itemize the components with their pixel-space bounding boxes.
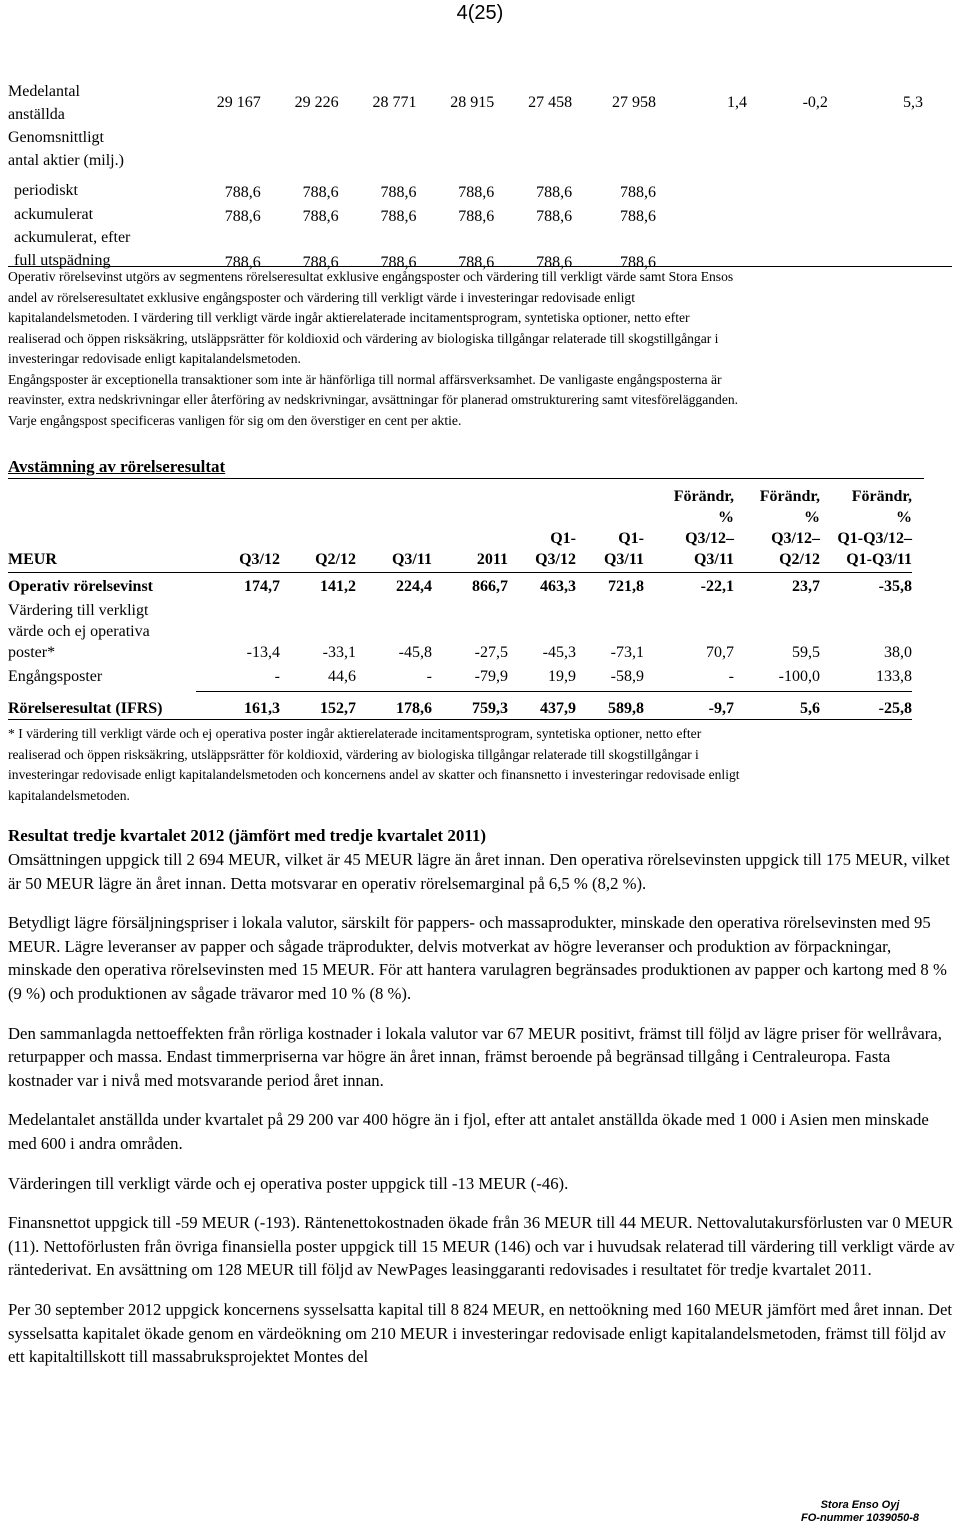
cell-value: -45,3: [542, 644, 576, 661]
cell-value: -: [644, 663, 734, 691]
note-line: Operativ rörelsevinst utgörs av segmentens rörelseresultat exklusive engångsposter och värdering till verkligt värde samt Stora Ensos: [8, 269, 734, 284]
cell-value: 788,6: [620, 208, 657, 225]
cell-value: 437,9: [508, 691, 576, 719]
reconciliation-block: [8, 486, 912, 720]
table-row: [8, 573, 912, 598]
cell-value: 788,6: [536, 208, 573, 225]
cell-value: [339, 126, 417, 172]
note-line: realiserad och öppen risksäkring, utsläppsrätter för koldioxid, värdering av biologiska tillgångar relaterade till skogstillgångar i: [8, 746, 699, 762]
cell-value: 1,4: [727, 94, 748, 111]
cell-value: [200, 126, 261, 172]
column-header: Förändr, % Q3/12– Q2/12: [759, 488, 820, 568]
cell-value: 788,6: [302, 208, 339, 225]
top-table-row: [8, 80, 923, 126]
column-header: Q1- Q3/12: [535, 530, 576, 568]
cell-value: -0,2: [802, 94, 828, 111]
cell-value: 38,0: [884, 644, 912, 661]
cell-value: 788,6: [620, 254, 657, 271]
cell-value: -45,8: [398, 644, 432, 661]
cell-value: 5,3: [903, 94, 923, 111]
cell-value: 788,6: [536, 184, 573, 201]
page-number: 4(25): [456, 2, 504, 24]
paragraph: Betydligt lägre försäljningspriser i lokala valutor, särskilt för pappers- och massaprodukter, minskade den operativa rörelsevinsten med 95 MEUR. Lägre leveranser av papper och sågade träprodukter, delvis motverkat av högre leveranser och produktion av förpackningar, minskade den operativa rörelsevinsten med 15 MEUR. För att hantera varulagren begränsades produktionen av papper och kartong med 8 % (9 %) och produktionen av sågade trävaror med 10 % (8 %).: [8, 913, 947, 1003]
results-section: [8, 824, 956, 1385]
note-line: * I värdering till verkligt värde och ej operativa poster ingår aktierelaterade incitamentsprogram, syntetiska optioner, netto efter: [8, 726, 702, 741]
row-label: Värdering till verkligt värde och ej operativa poster*: [8, 602, 150, 661]
cell-value: 788,6: [458, 254, 495, 271]
cell-value: -100,0: [734, 663, 820, 691]
row-label: Operativ rörelsevinst: [8, 578, 154, 595]
cell-value: -9,7: [644, 691, 734, 719]
note-line: andel av rörelseresultatet exklusive engångsposter och värdering till verkligt värde i investeringar redovisade enligt: [8, 289, 635, 305]
cell-value: 224,4: [396, 578, 432, 595]
note-line: Varje engångspost specificeras vanligen för sig om den överstiger en cent per aktie.: [8, 412, 462, 428]
cell-value: 44,6: [280, 663, 356, 691]
cell-value: 28 771: [372, 94, 417, 111]
paragraph: Värderingen till verkligt värde och ej operativa poster uppgick till -13 MEUR (-46).: [8, 1173, 569, 1193]
cell-value: -13,4: [246, 644, 280, 661]
cell-value: [828, 126, 923, 172]
column-header: 2011: [476, 551, 508, 568]
paragraph: Medelantalet anställda under kvartalet på 29 200 var 400 högre än i fjol, efter att antalet anställda ökade med 1 000 i Asien men minskade med 600 i andra områden.: [8, 1110, 929, 1153]
cell-value: 788,6: [302, 254, 339, 271]
cell-value: [656, 172, 747, 202]
row-label: Rörelseresultat (IFRS): [8, 691, 196, 719]
cell-value: -: [356, 663, 432, 691]
cell-value: [494, 126, 572, 172]
cell-value: [828, 202, 923, 226]
reconciliation-title: Avstämning av rörelseresultat: [8, 456, 924, 479]
cell-value: 29 226: [294, 94, 339, 111]
column-header: Q2/12: [315, 551, 356, 568]
cell-value: [656, 126, 747, 172]
cell-value: 589,8: [576, 691, 644, 719]
column-header: Q3/11: [391, 551, 432, 568]
top-table-row: [8, 202, 923, 226]
cell-value: 788,6: [536, 254, 573, 271]
cell-value: 29 167: [216, 94, 261, 111]
row-label: Genomsnittligt antal aktier (milj.): [8, 129, 124, 169]
cell-value: 152,7: [280, 691, 356, 719]
footer: [790, 1499, 930, 1525]
row-label: Engångsposter: [8, 668, 103, 685]
paragraph: Finansnettot uppgick till -59 MEUR (-193). Räntenettokostnaden ökade från 36 MEUR till 44 MEUR. Nettovalutakursförlusten var 0 MEUR (11). Nettoförlusten från övriga finansiella poster uppgick till 15 MEUR (146) och var i huvudsak relaterad till värdering till verkligt värde av räntederivat. En avsättning om 128 MEUR till följd av NewPages leasinggaranti redovisades i resultatet för tredje kvartalet 2011.: [8, 1213, 955, 1280]
cell-value: 463,3: [540, 578, 576, 595]
cell-value: -22,1: [700, 578, 734, 595]
cell-value: [828, 172, 923, 202]
cell-value: 788,6: [302, 184, 339, 201]
cell-value: -35,8: [878, 578, 912, 595]
note-line: kapitalandelsmetoden. I värdering till verkligt värde ingår aktierelaterade incitamentsprogram, syntetiska optioner, netto efter: [8, 310, 690, 325]
cell-value: 28 915: [450, 94, 495, 111]
column-header: Q3/12: [239, 551, 280, 568]
paragraph: Per 30 september 2012 uppgick koncernens sysselsatta kapital till 8 824 MEUR, en nettoökning med 160 MEUR jämfört med året innan. Det sysselsatta kapitalet ökade genom en värdeökning om 210 MEUR i investeringar redovisade enligt kapitalandelsmetoden, främst till följd av ett kapitaltillskott till massabruksprojektet Montes del: [8, 1299, 953, 1367]
footer-registration: FO-nummer 1039050-8: [801, 1512, 919, 1524]
paragraph: Omsättningen uppgick till 2 694 MEUR, vilket är 45 MEUR lägre än året innan. Den operativa rörelsevinsten uppgick till 175 MEUR, vilket är 50 MEUR lägre än året innan. Detta motsvarar en operativ rörelsemarginal på 6,5 % (8,2 %).: [8, 850, 950, 893]
row-label: Medelantal anställda: [8, 83, 80, 123]
column-header: Förändr, % Q1-Q3/12– Q1-Q3/11: [837, 488, 912, 568]
cell-value: 788,6: [380, 208, 417, 225]
table-row: [8, 663, 912, 691]
operating-profit-note: [8, 266, 952, 431]
table-row: [8, 597, 912, 663]
table-row: [8, 691, 912, 719]
column-header: Förändr, % Q3/12– Q3/11: [673, 488, 734, 568]
cell-value: 788,6: [380, 254, 417, 271]
cell-value: 59,5: [792, 644, 820, 661]
cell-value: 27 958: [612, 94, 657, 111]
note-line: investeringar redovisade enligt kapitalandelsmetoden.: [8, 351, 301, 366]
cell-value: [416, 126, 494, 172]
row-label: ackumulerat, efter full utspädning: [14, 229, 131, 269]
column-header: Q1- Q3/11: [603, 530, 644, 568]
cell-value: -33,1: [322, 644, 356, 661]
cell-value: [747, 202, 828, 226]
cell-value: [747, 172, 828, 202]
cell-value: 788,6: [224, 208, 261, 225]
note-line: realiserad och öppen risksäkring, utsläppsrätter för koldioxid och värdering av biologiska tillgångar relaterade till skogstillgångar i: [8, 330, 719, 346]
cell-value: [572, 126, 656, 172]
cell-value: 788,6: [380, 184, 417, 201]
cell-value: -58,9: [576, 663, 644, 691]
row-label: periodiskt: [14, 182, 78, 199]
paragraph: Den sammanlagda nettoeffekten från rörliga kostnader i lokala valutor var 67 MEUR positivt, främst till följd av lägre priser för wellråvara, returpapper och massa. Endast timmerpriserna var högre än året innan, främst beroende på begränsad tillgång i Centraleuropa. Fasta kostnader var i nivå med motsvarande period året innan.: [8, 1023, 942, 1090]
note-line: Engångsposter är exceptionella transaktioner som inte är hänförliga till normal affärsverksamhet. De vanligaste engångsposterna är: [8, 371, 722, 387]
note-line: investeringar redovisade enligt kapitalandelsmetoden och koncernens andel av skatter och finansnetto i investeringar redovisade enligt: [8, 767, 740, 782]
cell-value: 27 458: [528, 94, 573, 111]
cell-value: -: [196, 663, 280, 691]
footer-company: Stora Enso Oyj: [820, 1499, 900, 1511]
row-label: ackumulerat: [14, 206, 94, 223]
cell-value: 721,8: [608, 578, 644, 595]
top-table-block: [8, 80, 948, 272]
reconciliation-table: [8, 486, 912, 720]
cell-value: [656, 202, 747, 226]
cell-value: 19,9: [508, 663, 576, 691]
fair-value-footnote: [8, 724, 952, 806]
column-header: MEUR: [8, 551, 57, 568]
cell-value: 141,2: [320, 578, 356, 595]
cell-value: [261, 126, 339, 172]
cell-value: 161,3: [196, 691, 280, 719]
cell-value: 866,7: [472, 578, 508, 595]
cell-value: 178,6: [356, 691, 432, 719]
cell-value: [747, 126, 828, 172]
key-figures-table: [8, 80, 923, 272]
section-heading: Resultat tredje kvartalet 2012 (jämfört med tredje kvartalet 2011): [8, 826, 487, 845]
cell-value: -79,9: [432, 663, 508, 691]
cell-value: 759,3: [432, 691, 508, 719]
cell-value: -25,8: [820, 691, 912, 719]
cell-value: 23,7: [792, 578, 820, 595]
cell-value: -27,5: [474, 644, 508, 661]
cell-value: 788,6: [458, 184, 495, 201]
cell-value: 788,6: [620, 184, 657, 201]
top-table-row: [8, 172, 923, 202]
cell-value: 788,6: [458, 208, 495, 225]
cell-value: 133,8: [820, 663, 912, 691]
cell-value: -73,1: [610, 644, 644, 661]
cell-value: 788,6: [224, 184, 261, 201]
cell-value: 788,6: [224, 254, 261, 271]
cell-value: 5,6: [734, 691, 820, 719]
cell-value: 70,7: [706, 644, 734, 661]
cell-value: 174,7: [244, 578, 280, 595]
top-table-row: [8, 126, 923, 172]
note-line: reavinster, extra nedskrivningar eller återföring av nedskrivningar, avsättningar för planerad omstrukturering samt vitesförelägganden.: [8, 392, 739, 407]
note-line: kapitalandelsmetoden.: [8, 787, 130, 803]
